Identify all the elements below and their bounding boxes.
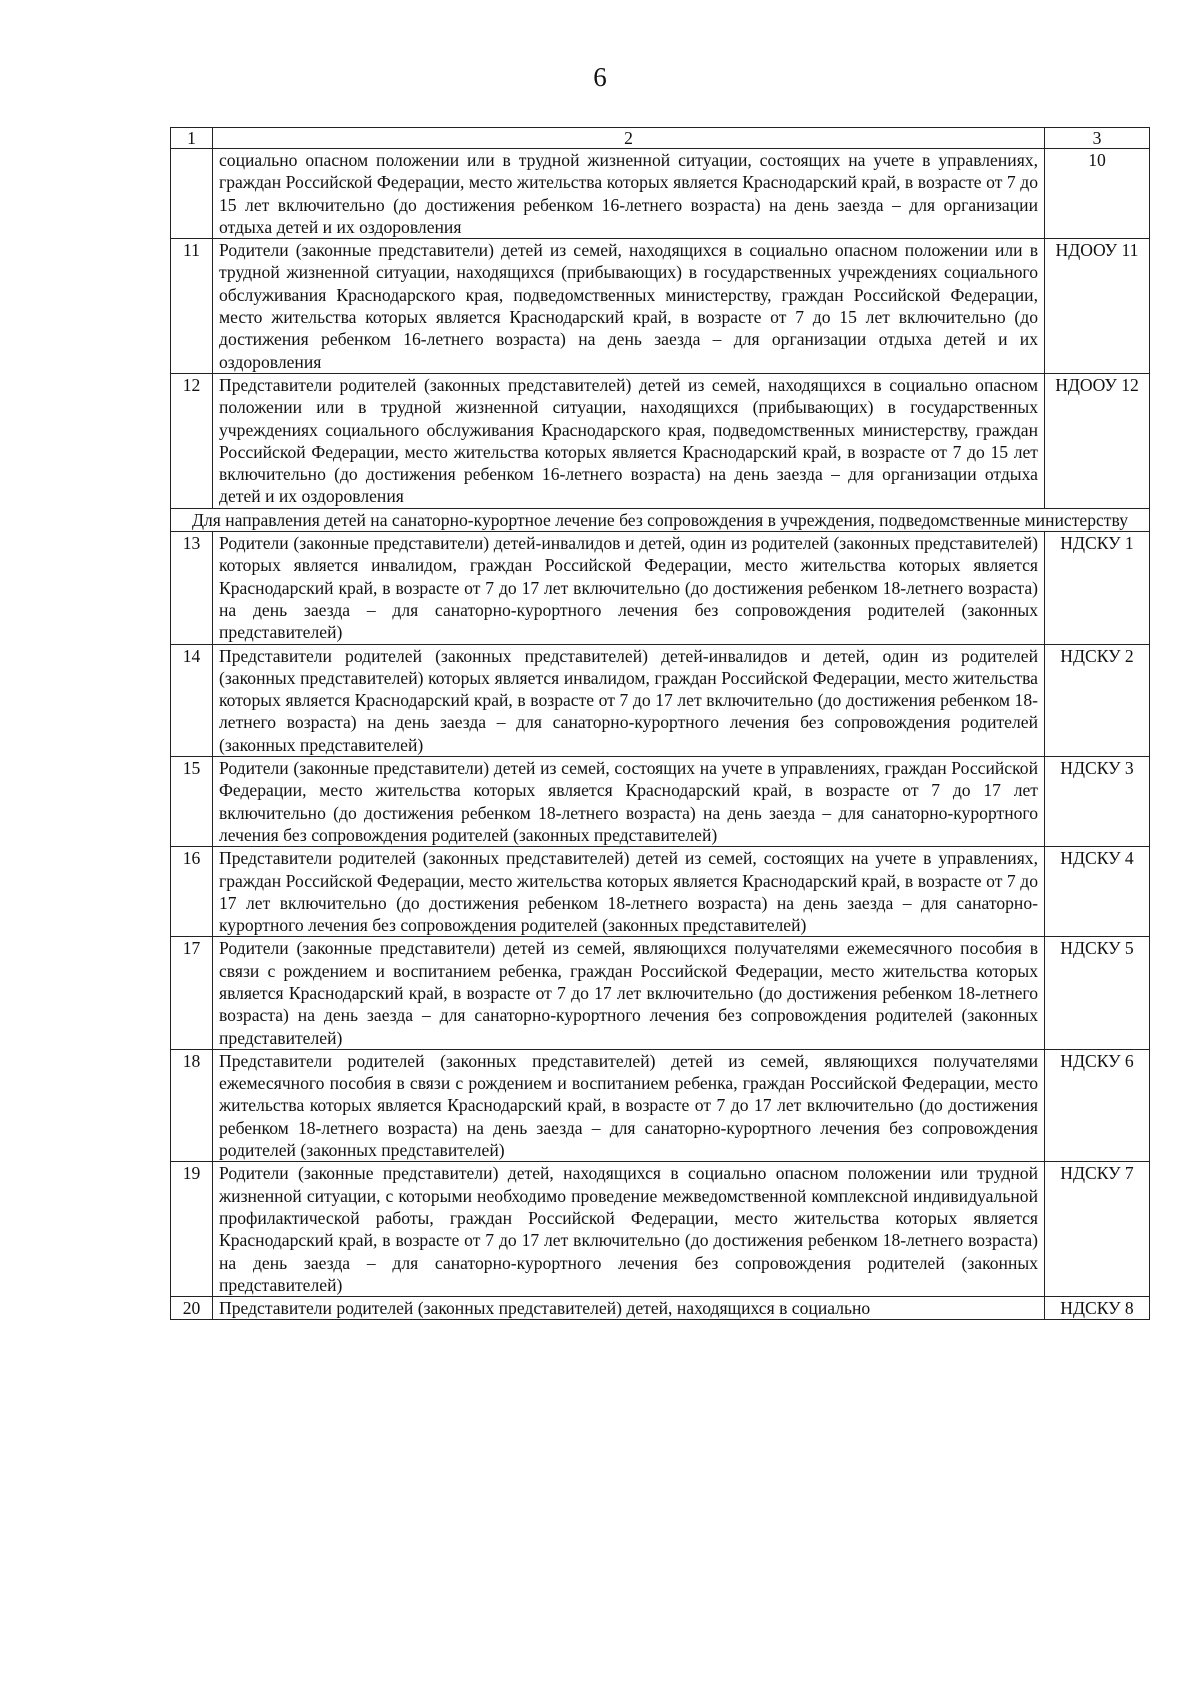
row-number: 17 [171, 937, 213, 1049]
table-row [171, 644, 1150, 756]
row-number: 18 [171, 1049, 213, 1161]
row-description: Представители родителей (законных представителей) детей из семей, находящихся в социально опасном положении или в трудной жизненной ситуации, находящихся (прибывающих) в государственных учреждениях социального обслуживания Краснодарского края, подведомственных министерству, граждан Российской Федерации, место жительства которых является Краснодарский край, в возрасте от 7 до 15 лет включительно (до достижения ребенком 16-летнего возраста) на день заезда – для организации отдыха детей и их оздоровления [213, 373, 1045, 508]
row-description: социально опасном положении или в трудной жизненной ситуации, состоящих на учете в управлениях, граждан Российской Федерации, место жительства которых является Краснодарский край, в возрасте от 7 до 15 лет включительно (до достижения ребенком 16-летнего возраста) на день заезда – для организации отдыха детей и их оздоровления [213, 149, 1045, 239]
row-code: НДООУ 12 [1045, 373, 1150, 508]
row-code: НДООУ 11 [1045, 239, 1150, 374]
table-row [171, 1049, 1150, 1161]
header-col-2: 2 [213, 128, 1045, 149]
row-code: НДСКУ 1 [1045, 532, 1150, 644]
section-heading: Для направления детей на санаторно-курортное лечение без сопровождения в учреждения, подведомственные министерству [171, 508, 1150, 531]
row-description: Представители родителей (законных представителей) детей-инвалидов и детей, один из родителей (законных представителей) которых является инвалидом, граждан Российской Федерации, место жительства которых является Краснодарский край, в возрасте от 7 до 17 лет включительно (до достижения ребенком 18-летнего возраста) на день заезда – для санаторно-курортного лечения без сопровождения родителей (законных представителей) [213, 644, 1045, 756]
header-col-1: 1 [171, 128, 213, 149]
row-description: Представители родителей (законных представителей) детей из семей, состоящих на учете в управлениях, граждан Российской Федерации, место жительства которых является Краснодарский край, в возрасте от 7 до 17 лет включительно (до достижения ребенком 18-летнего возраста) на день заезда – для санаторно-курортного лечения без сопровождения родителей (законных представителей) [213, 847, 1045, 937]
row-code: НДСКУ 6 [1045, 1049, 1150, 1161]
row-description: Родители (законные представители) детей из семей, состоящих на учете в управлениях, граждан Российской Федерации, место жительства которых является Краснодарский край, в возрасте от 7 до 17 лет включительно (до достижения ребенком 18-летнего возраста) на день заезда – для санаторно-курортного лечения без сопровождения родителей (законных представителей) [213, 757, 1045, 847]
table-row [171, 149, 1150, 239]
table-header-row [171, 128, 1150, 149]
row-code: НДСКУ 8 [1045, 1297, 1150, 1320]
row-number: 13 [171, 532, 213, 644]
table-row [171, 1162, 1150, 1297]
section-heading-row [171, 508, 1150, 531]
table-row [171, 532, 1150, 644]
row-description: Представители родителей (законных представителей) детей из семей, являющихся получателями ежемесячного пособия в связи с рождением и воспитанием ребенка, граждан Российской Федерации, место жительства которых является Краснодарский край, в возрасте от 7 до 17 лет включительно (до достижения ребенком 18-летнего возраста) на день заезда – для санаторно-курортного лечения без сопровождения родителей (законных представителей) [213, 1049, 1045, 1161]
page-number: 6 [593, 62, 607, 92]
table-body [171, 128, 1150, 1320]
table-row [171, 937, 1150, 1049]
row-code: 10 [1045, 149, 1150, 239]
row-number: 11 [171, 239, 213, 374]
table-row [171, 373, 1150, 508]
row-description: Представители родителей (законных представителей) детей, находящихся в социально [213, 1297, 1045, 1320]
table-row [171, 1297, 1150, 1320]
row-number: 12 [171, 373, 213, 508]
row-number: 19 [171, 1162, 213, 1297]
row-description: Родители (законные представители) детей, находящихся в социально опасном положении или трудной жизненной ситуации, с которыми необходимо проведение межведомственной комплексной индивидуальной профилактической работы, граждан Российской Федерации, место жительства которых является Краснодарский край, в возрасте от 7 до 17 лет включительно (до достижения ребенком 18-летнего возраста) на день заезда – для санаторно-курортного лечения без сопровождения родителей (законных представителей) [213, 1162, 1045, 1297]
row-code: НДСКУ 4 [1045, 847, 1150, 937]
row-number: 16 [171, 847, 213, 937]
header-col-3: 3 [1045, 128, 1150, 149]
table-row [171, 847, 1150, 937]
document-table [170, 127, 1150, 1320]
row-number: 20 [171, 1297, 213, 1320]
table-row [171, 757, 1150, 847]
row-code: НДСКУ 3 [1045, 757, 1150, 847]
row-number [171, 149, 213, 239]
table-row [171, 239, 1150, 374]
row-code: НДСКУ 7 [1045, 1162, 1150, 1297]
row-code: НДСКУ 5 [1045, 937, 1150, 1049]
row-number: 14 [171, 644, 213, 756]
row-description: Родители (законные представители) детей из семей, находящихся в социально опасном положении или в трудной жизненной ситуации, находящихся (прибывающих) в государственных учреждениях социального обслуживания Краснодарского края, подведомственных министерству, граждан Российской Федерации, место жительства которых является Краснодарский край, в возрасте от 7 до 15 лет включительно (до достижения ребенком 16-летнего возраста) на день заезда – для организации отдыха детей и их оздоровления [213, 239, 1045, 374]
row-code: НДСКУ 2 [1045, 644, 1150, 756]
row-description: Родители (законные представители) детей из семей, являющихся получателями ежемесячного пособия в связи с рождением и воспитанием ребенка, граждан Российской Федерации, место жительства которых является Краснодарский край, в возрасте от 7 до 17 лет включительно (до достижения ребенком 18-летнего возраста) на день заезда – для санаторно-курортного лечения без сопровождения родителей (законных представителей) [213, 937, 1045, 1049]
row-description: Родители (законные представители) детей-инвалидов и детей, один из родителей (законных представителей) которых является инвалидом, граждан Российской Федерации, место жительства которых является Краснодарский край, в возрасте от 7 до 17 лет включительно (до достижения ребенком 18-летнего возраста) на день заезда – для санаторно-курортного лечения без сопровождения родителей (законных представителей) [213, 532, 1045, 644]
row-number: 15 [171, 757, 213, 847]
